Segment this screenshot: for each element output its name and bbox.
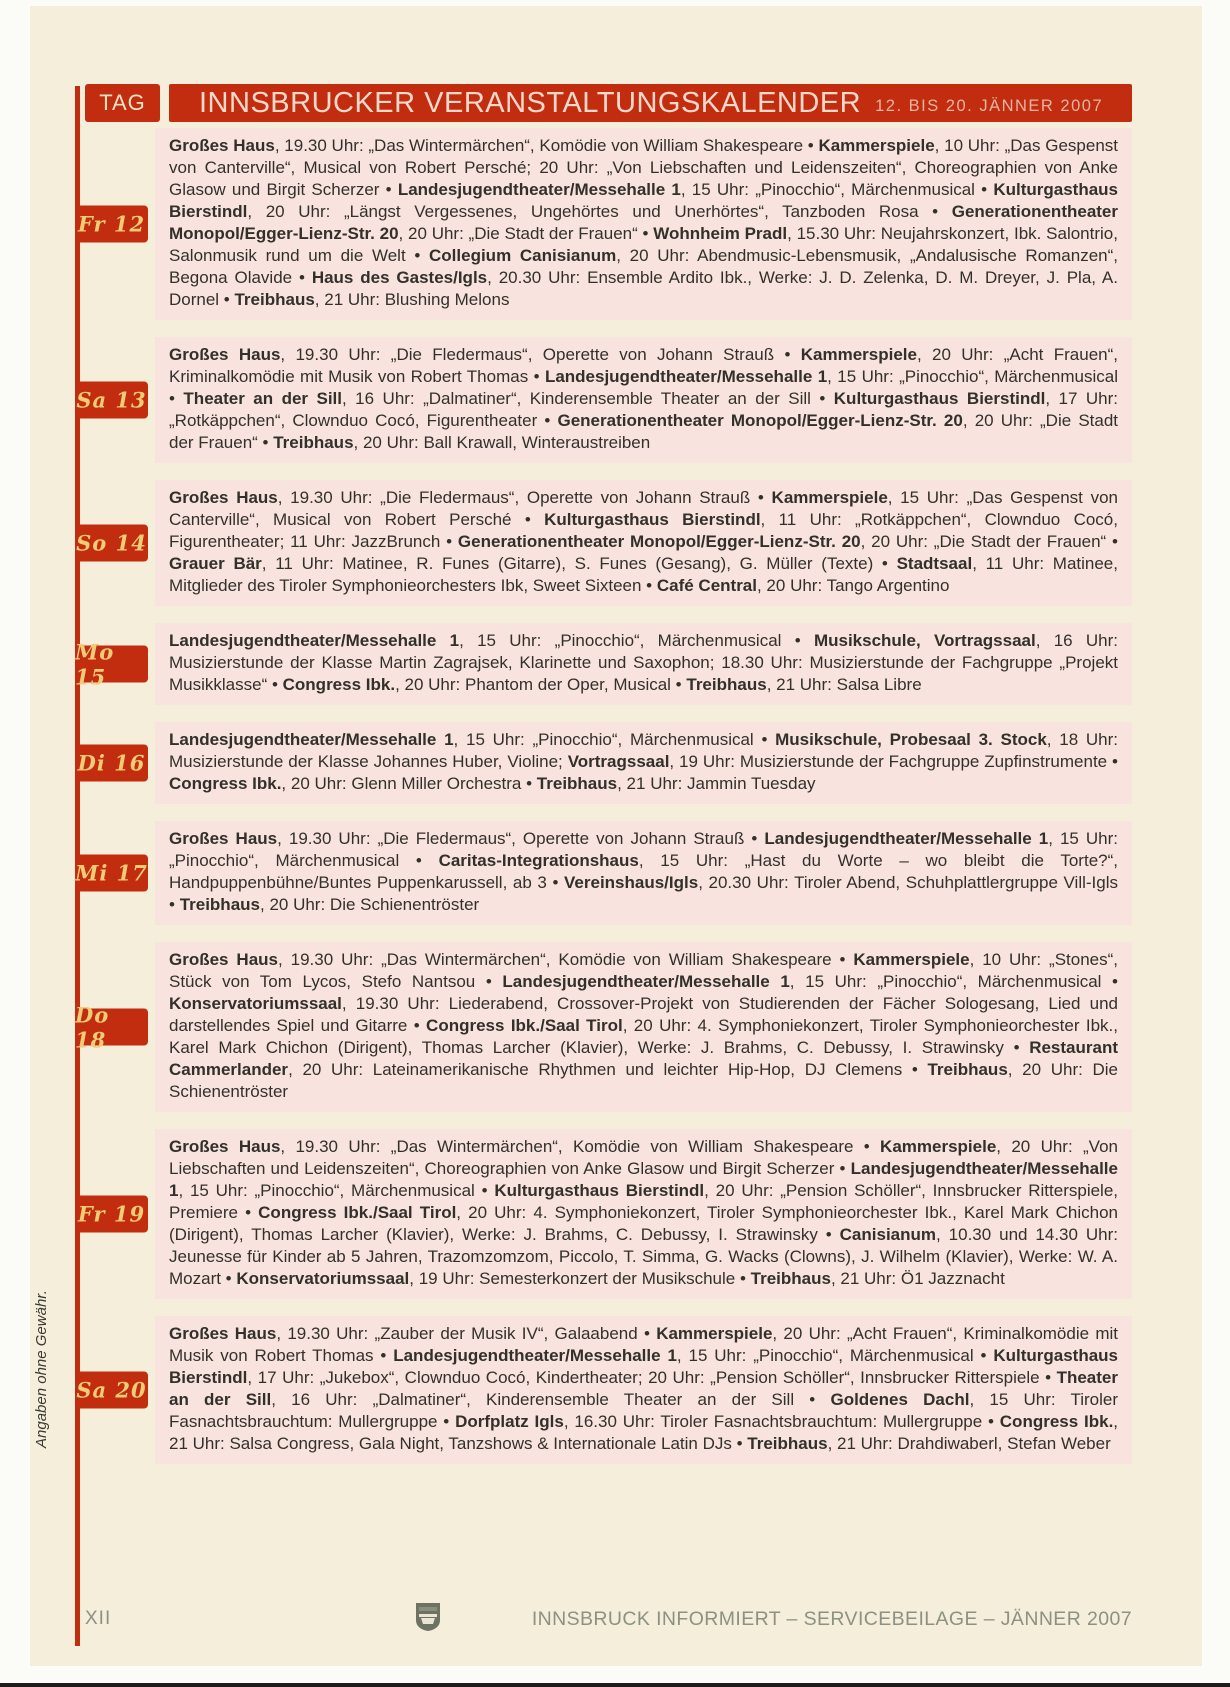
venue-name: Kulturgasthaus Bierstindl <box>494 1181 705 1200</box>
venue-name: Konservatoriumssaal <box>169 994 342 1013</box>
venue-name: Congress Ibk. <box>169 774 282 793</box>
day-label: Sa 20 <box>75 1372 148 1409</box>
event-text: , 19.30 Uhr: „Das Wintermärchen“, Komödie von William Shakespeare • <box>274 136 819 155</box>
event-text: , 15 Uhr: „Pinocchio“, Märchenmusical • <box>453 730 776 749</box>
venue-name: Canisianum <box>839 1225 937 1244</box>
event-text: , 20 Uhr: „Die Stadt der Frauen“ • <box>860 532 1118 551</box>
day-label: Do 18 <box>75 1009 148 1046</box>
event-text: , 15 Uhr: „Das Gespenst von Canterville“, Musical von Robert Persché • <box>169 488 1118 529</box>
event-text: , 15 Uhr: „Pinocchio“, Märchenmusical • <box>789 972 1118 991</box>
disclaimer-note: Angaben ohne Gewähr. <box>33 1290 50 1448</box>
page-number: XII <box>85 1608 112 1629</box>
venue-name: Congress Ibk. <box>999 1412 1114 1431</box>
day-events <box>169 949 1118 1103</box>
event-text: , 20 Uhr: 4. Symphoniekonzert, Tiroler Symphonieorchester Ibk., Karel Mark Chichon (Dirigent), Thomas Larcher (Klavier), Werke: J. Brahms, C. Debussy, I. Strawinsky • <box>169 1203 1118 1244</box>
event-text: , 20 Uhr: „Die Stadt der Frauen“ • <box>398 224 654 243</box>
venue-name: Kammerspiele <box>880 1137 997 1156</box>
event-text: , 21 Uhr: Salsa Libre <box>766 675 922 694</box>
day-row <box>75 821 1132 925</box>
venue-name: Kammerspiele <box>818 136 935 155</box>
event-text: , 19 Uhr: Semesterkonzert der Musikschule • <box>409 1269 751 1288</box>
venue-name: Dorfplatz Igls <box>455 1412 564 1431</box>
day-events <box>169 344 1118 454</box>
day-events <box>169 729 1118 795</box>
venue-name: Landesjugendtheater/Messehalle 1 <box>397 180 681 199</box>
venue-name: Generationentheater Monopol/Egger-Lienz-Str. 20 <box>169 202 1118 243</box>
venue-name: Konservatoriumssaal <box>236 1269 410 1288</box>
event-text: , 15 Uhr: „Pinocchio“, Märchenmusical • <box>169 367 1118 408</box>
event-text: , 20 Uhr: „Pension Schöller“, Innsbrucker Ritterspiele, Premiere • <box>169 1181 1119 1222</box>
venue-name: Landesjugendtheater/Messehalle 1 <box>764 829 1049 848</box>
event-text: , 17 Uhr: „Jukebox“, Clownduo Cocó, Kindertheater; 20 Uhr: „Pension Schöller“, Innsbrucker Ritterspiele • <box>247 1368 1057 1387</box>
event-text: , 19.30 Uhr: „Das Wintermärchen“, Komödie von William Shakespeare • <box>278 950 854 969</box>
day-events <box>169 630 1118 696</box>
day-list <box>75 128 1132 1481</box>
venue-name: Großes Haus <box>169 136 275 155</box>
venue-name: Kammerspiele <box>656 1324 773 1343</box>
venue-name: Kulturgasthaus Bierstindl <box>544 510 761 529</box>
venue-name: Treibhaus <box>179 895 260 914</box>
event-text: , 20.30 Uhr: Ensemble Ardito Ibk., Werke: J. D. Zelenka, D. M. Dreyer, J. Pla, A. Dornel • <box>169 268 1118 309</box>
venue-name: Kammerspiele <box>800 345 917 364</box>
event-text: , 11 Uhr: Matinee, R. Funes (Gitarre), S. Funes (Gesang), G. Müller (Texte) • <box>261 554 897 573</box>
day-events <box>169 135 1118 311</box>
event-text: , 19.30 Uhr: „Die Fledermaus“, Operette von Johann Strauß • <box>277 829 765 848</box>
event-text: , 11 Uhr: „Rotkäppchen“, Clownduo Cocó, Figurentheater; 11 Uhr: JazzBrunch • <box>169 510 1118 551</box>
venue-name: Grauer Bär <box>169 554 262 573</box>
venue-name: Congress Ibk./Saal Tirol <box>426 1016 623 1035</box>
event-text: , 20 Uhr: „Von Liebschaften und Leidenszeiten“, Choreographien von Anke Glasow und Birgit Scherzer • <box>169 1137 1118 1178</box>
venue-name: Kulturgasthaus Bierstindl <box>169 1346 1119 1387</box>
event-text: , 17 Uhr: „Rotkäppchen“, Clownduo Cocó, Figurentheater • <box>169 389 1118 430</box>
event-text: , 21 Uhr: Blushing Melons <box>314 290 510 309</box>
venue-name: Congress Ibk./Saal Tirol <box>258 1203 457 1222</box>
venue-name: Großes Haus <box>169 1324 277 1343</box>
day-label: Di 16 <box>75 745 148 782</box>
venue-name: Treibhaus <box>927 1060 1008 1079</box>
event-text: , 20 Uhr: Phantom der Oper, Musical • <box>395 675 687 694</box>
venue-name: Vereinshaus/Igls <box>564 873 699 892</box>
page-footer <box>85 1602 1132 1636</box>
event-text: , 19 Uhr: Musizierstunde der Fachgruppe Zupfinstrumente • <box>669 752 1118 771</box>
event-text: , 19.30 Uhr: „Das Wintermärchen“, Komödie von William Shakespeare • <box>280 1137 881 1156</box>
venue-name: Landesjugendtheater/Messehalle 1 <box>169 631 460 650</box>
venue-name: Wohnheim Pradl <box>653 224 788 243</box>
day-row <box>76 480 1132 606</box>
venue-name: Kammerspiele <box>771 488 888 507</box>
venue-name: Kulturgasthaus Bierstindl <box>169 180 1119 221</box>
venue-name: Landesjugendtheater/Messehalle 1 <box>393 1346 677 1365</box>
page-title: INNSBRUCKER VERANSTALTUNGSKALENDER <box>199 86 862 119</box>
event-text: , 15 Uhr: „Pinocchio“, Märchenmusical • <box>680 180 994 199</box>
venue-name: Haus des Gastes/Igls <box>311 268 488 287</box>
venue-name: Theater an der Sill <box>183 389 342 408</box>
venue-name: Großes Haus <box>169 1137 281 1156</box>
venue-name: Collegium Canisianum <box>429 246 617 265</box>
event-text: , 19.30 Uhr: „Die Fledermaus“, Operette von Johann Strauß • <box>277 488 772 507</box>
day-label: So 14 <box>75 525 148 562</box>
event-text: , 15 Uhr: Tiroler Fasnachtsbrauchtum: Mullergruppe • <box>169 1390 1119 1431</box>
event-text: , 20 Uhr: Tango Argentino <box>756 576 950 595</box>
event-text: , 15 Uhr: „Pinocchio“, Märchenmusical • <box>459 631 814 650</box>
event-text: , 15 Uhr: „Pinocchio“, Märchenmusical • <box>169 829 1118 870</box>
venue-name: Kammerspiele <box>853 950 970 969</box>
event-text: , 20 Uhr: Die Schienentröster <box>169 1060 1118 1101</box>
venue-name: Vortragssaal <box>567 752 670 771</box>
day-row <box>76 1316 1132 1464</box>
day-row <box>77 1129 1132 1299</box>
day-events <box>169 1136 1118 1290</box>
event-text: , 15.30 Uhr: Neujahrskonzert, Ibk. Salontrio, Salonmusik rund um die Welt • <box>169 224 1118 265</box>
venue-name: Treibhaus <box>750 1269 831 1288</box>
event-text: , 16.30 Uhr: Tiroler Fasnachtsbrauchtum: Mullergruppe • <box>563 1412 1000 1431</box>
venue-name: Theater an der Sill <box>169 1368 1118 1409</box>
day-row <box>77 722 1132 804</box>
event-text: , 11 Uhr: Matinee, Mitglieder des Tiroler Symphonieorchesters Ibk, Sweet Sixteen • <box>169 554 1118 595</box>
scan-bottom-edge <box>0 1683 1230 1687</box>
venue-name: Treibhaus <box>686 675 767 694</box>
event-text: , 19.30 Uhr: Liederabend, Crossover-Projekt von Studierenden der Fächer Sologesang, Lied und darstellendes Spiel und Gitarre • <box>169 994 1118 1035</box>
venue-name: Goldenes Dachl <box>830 1390 970 1409</box>
venue-name: Kulturgasthaus Bierstindl <box>833 389 1046 408</box>
event-text: , 15 Uhr: „Pinocchio“, Märchenmusical • <box>676 1346 994 1365</box>
venue-name: Café Central <box>656 576 757 595</box>
event-text: , 18 Uhr: Musizierstunde der Klasse Johannes Huber, Violine; <box>169 730 1118 771</box>
day-events <box>169 1323 1118 1455</box>
day-label: Mi 17 <box>75 855 148 892</box>
event-text: , 20 Uhr: Die Schienentröster <box>260 895 480 914</box>
day-row <box>76 337 1132 463</box>
event-text: , 20 Uhr: „Längst Vergessenes, Ungehörtes und Unerhörtes“, Tanzboden Rosa • <box>247 202 952 221</box>
venue-name: Landesjugendtheater/Messehalle 1 <box>169 1159 1118 1200</box>
event-text: , 10 Uhr: „Stones“, Stück von Tom Lycos, Stefo Nantsou • <box>169 950 1119 991</box>
event-text: , 19.30 Uhr: „Zauber der Musik IV“, Galaabend • <box>276 1324 657 1343</box>
day-label: Sa 13 <box>75 382 148 419</box>
event-text: , 21 Uhr: Drahdiwaberl, Stefan Weber <box>827 1434 1111 1453</box>
event-text: , 10.30 und 14.30 Uhr: Jeunesse für Kinder ab 5 Jahren, Trazomzomzom, Piccolo, T. Simma, G. Wacks (Clowns), J. Wilhelm (Klavier), Werke: W. A. Mozart • <box>169 1225 1118 1288</box>
venue-name: Großes Haus <box>169 488 278 507</box>
event-text: , 21 Uhr: Jammin Tuesday <box>617 774 816 793</box>
event-text: , 15 Uhr: „Pinocchio“, Märchenmusical • <box>178 1181 495 1200</box>
event-text: , 16 Uhr: „Dalmatiner“, Kinderensemble Theater an der Sill • <box>271 1390 831 1409</box>
venue-name: Musikschule, Probesaal 3. Stock <box>775 730 1047 749</box>
event-text: , 20 Uhr: „Acht Frauen“, Kriminalkomödie mit Musik von Robert Thomas • <box>169 345 1118 386</box>
venue-name: Landesjugendtheater/Messehalle 1 <box>502 972 790 991</box>
event-text: , 20 Uhr: „Die Stadt der Frauen“ • <box>169 411 1119 452</box>
event-text: , 20.30 Uhr: Tiroler Abend, Schuhplattlergruppe Vill-Igls • <box>169 873 1118 914</box>
event-text: , 20 Uhr: 4. Symphoniekonzert, Tiroler Symphonieorchester Ibk., Karel Mark Chichon (Dirigent), Thomas Larcher (Klavier), Werke: J. Brahms, C. Debussy, I. Strawinsky • <box>169 1016 1119 1057</box>
venue-name: Treibhaus <box>536 774 618 793</box>
tag-column-header: TAG <box>85 84 160 122</box>
venue-name: Caritas-Integrationshaus <box>438 851 639 870</box>
day-row <box>77 128 1132 320</box>
venue-name: Großes Haus <box>169 950 278 969</box>
day-label: Fr 12 <box>75 206 148 243</box>
event-text: , 21 Uhr: Salsa Congress, Gala Night, Tanzshows & Internationale Latin DJs • <box>169 1412 1119 1453</box>
venue-name: Restaurant Cammerlander <box>169 1038 1118 1079</box>
venue-name: Treibhaus <box>273 433 354 452</box>
footer-text: INNSBRUCK INFORMIERT – SERVICEBEILAGE – JÄNNER 2007 <box>531 1607 1132 1630</box>
event-text: , 16 Uhr: „Dalmatiner“, Kinderensemble Theater an der Sill • <box>342 389 834 408</box>
venue-name: Congress Ibk. <box>282 675 396 694</box>
venue-name: Treibhaus <box>747 1434 828 1453</box>
venue-name: Großes Haus <box>169 345 281 364</box>
day-label: Mo 15 <box>75 646 148 683</box>
event-text: , 16 Uhr: Musizierstunde der Klasse Martin Zagrajsek, Klarinette und Saxophon; 18.30 Uhr: Musizierstunde der Fachgruppe „Projekt Musikklasse“ • <box>169 631 1118 694</box>
innsbruck-coat-of-arms-logo <box>415 1602 441 1637</box>
venue-name: Stadtsaal <box>896 554 973 573</box>
event-text: , 19.30 Uhr: „Die Fledermaus“, Operette von Johann Strauß • <box>280 345 801 364</box>
event-text: , 10 Uhr: „Das Gespenst von Canterville“, Musical von Robert Persché; 20 Uhr: „Von Liebschaften und Leidenszeiten“, Choreographien von Anke Glasow und Birgit Scherzer • <box>169 136 1118 199</box>
title-bar <box>169 84 1132 122</box>
date-range: 12. BIS 20. JÄNNER 2007 <box>875 96 1104 115</box>
venue-name: Generationentheater Monopol/Egger-Lienz-Str. 20 <box>457 532 861 551</box>
event-text: , 20 Uhr: Glenn Miller Orchestra • <box>281 774 537 793</box>
event-text: , 15 Uhr: „Hast du Worte – wo bleibt die Torte?“, Handpuppenbühne/Buntes Puppenkarussell, ab 3 • <box>169 851 1118 892</box>
venue-name: Landesjugendtheater/Messehalle 1 <box>169 730 454 749</box>
day-row <box>75 942 1132 1112</box>
event-text: , 20 Uhr: Lateinamerikanische Rhythmen und leichter Hip-Hop, DJ Clemens • <box>288 1060 928 1079</box>
venue-name: Generationentheater Monopol/Egger-Lienz-Str. 20 <box>557 411 963 430</box>
event-text: , 21 Uhr: Ö1 Jazznacht <box>830 1269 1005 1288</box>
day-label: Fr 19 <box>75 1196 148 1233</box>
day-row <box>75 623 1132 705</box>
page-header <box>85 84 1132 122</box>
event-text: , 20 Uhr: „Acht Frauen“, Kriminalkomödie mit Musik von Robert Thomas • <box>169 1324 1118 1365</box>
event-text: , 20 Uhr: Abendmusic-Lebensmusik, „Andalusische Romanzen“, Begona Olavide • <box>169 246 1119 287</box>
day-events <box>169 828 1118 916</box>
venue-name: Großes Haus <box>169 829 278 848</box>
venue-name: Treibhaus <box>234 290 315 309</box>
event-text: , 20 Uhr: Ball Krawall, Winteraustreiben <box>353 433 651 452</box>
calendar-page <box>30 6 1202 1666</box>
day-events <box>169 487 1118 597</box>
venue-name: Musikschule, Vortragssaal <box>813 631 1036 650</box>
venue-name: Landesjugendtheater/Messehalle 1 <box>544 367 828 386</box>
